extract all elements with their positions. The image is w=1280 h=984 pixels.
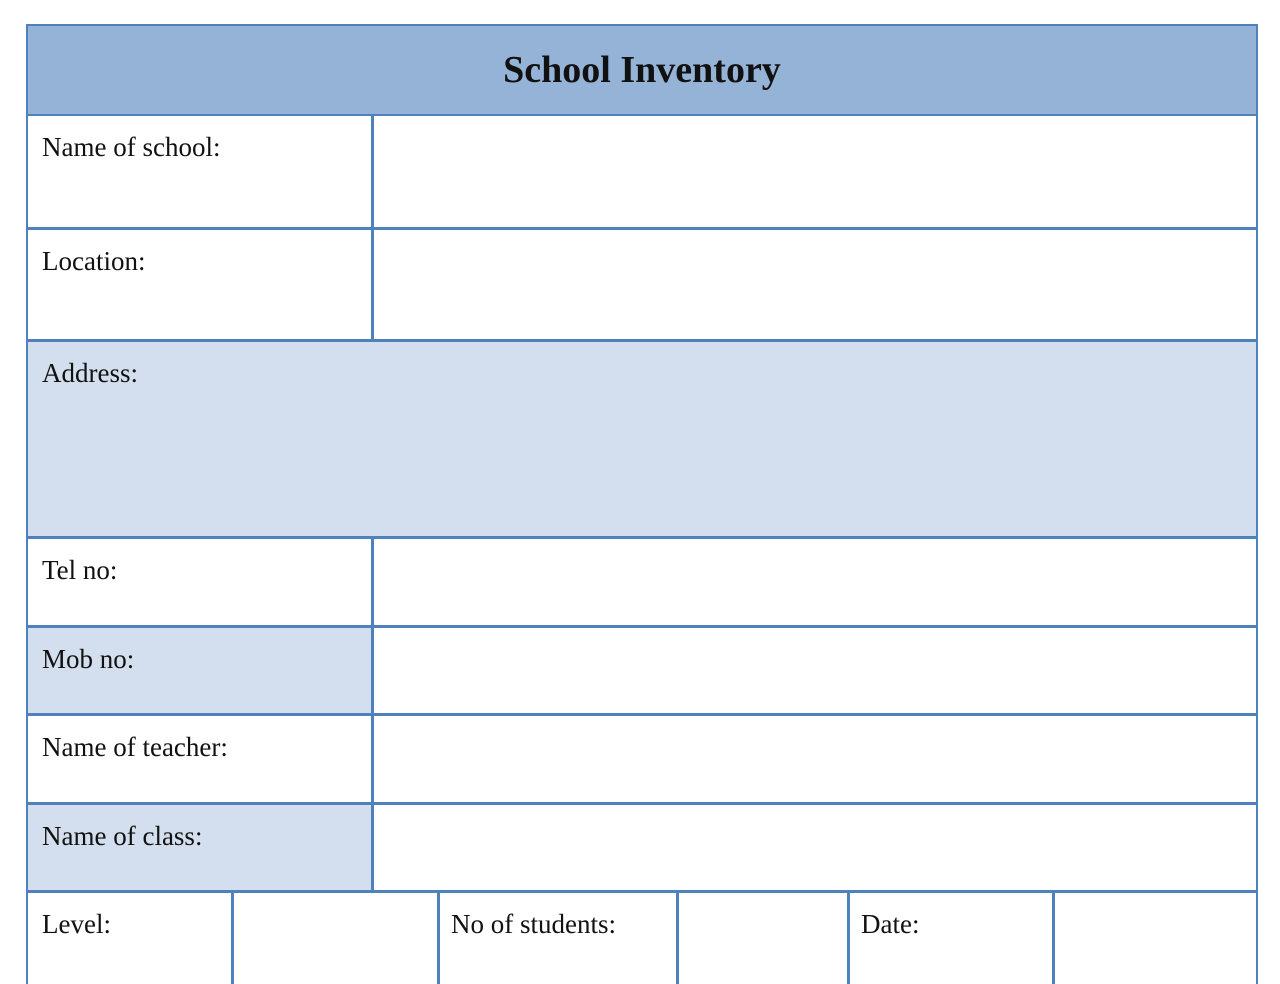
label-cell-name-of-teacher xyxy=(28,716,371,802)
form-title: School Inventory xyxy=(503,49,781,91)
label-cell-no-of-students xyxy=(437,893,676,984)
row-name-of-school xyxy=(26,116,1258,230)
level-field[interactable] xyxy=(231,893,437,984)
label-cell-name-of-school xyxy=(28,116,371,227)
name-of-school-field[interactable] xyxy=(371,116,1256,227)
no-of-students-field[interactable] xyxy=(676,893,847,984)
tel-no-field[interactable] xyxy=(371,539,1256,625)
label-cell-name-of-class xyxy=(28,805,371,890)
label-mob-no: Mob no: xyxy=(42,644,135,674)
label-name-of-school: Name of school: xyxy=(42,132,221,162)
label-name-of-class: Name of class: xyxy=(42,821,203,851)
row-tel-no xyxy=(26,539,1258,628)
form-title-bar xyxy=(26,24,1258,118)
label-tel-no: Tel no: xyxy=(42,555,118,585)
row-name-of-class xyxy=(26,805,1258,893)
mob-no-field[interactable] xyxy=(371,628,1256,713)
label-date: Date: xyxy=(861,909,920,939)
label-cell-level xyxy=(28,893,231,984)
label-cell-tel-no xyxy=(28,539,371,625)
row-mob-no xyxy=(26,628,1258,716)
name-of-teacher-field[interactable] xyxy=(371,716,1256,802)
row-name-of-teacher xyxy=(26,716,1258,805)
row-address[interactable] xyxy=(26,342,1258,539)
label-cell-location xyxy=(28,230,371,339)
label-cell-mob-no xyxy=(28,628,371,713)
label-cell-date xyxy=(847,893,1052,984)
label-location: Location: xyxy=(42,246,146,276)
name-of-class-field[interactable] xyxy=(371,805,1256,890)
location-field[interactable] xyxy=(371,230,1256,339)
date-field[interactable] xyxy=(1052,893,1256,984)
school-inventory-form xyxy=(26,24,1258,984)
row-level-students-date xyxy=(26,893,1258,984)
label-level: Level: xyxy=(42,909,111,939)
row-location xyxy=(26,230,1258,342)
label-name-of-teacher: Name of teacher: xyxy=(42,732,228,762)
label-no-of-students: No of students: xyxy=(451,909,616,939)
label-address: Address: xyxy=(42,358,138,388)
